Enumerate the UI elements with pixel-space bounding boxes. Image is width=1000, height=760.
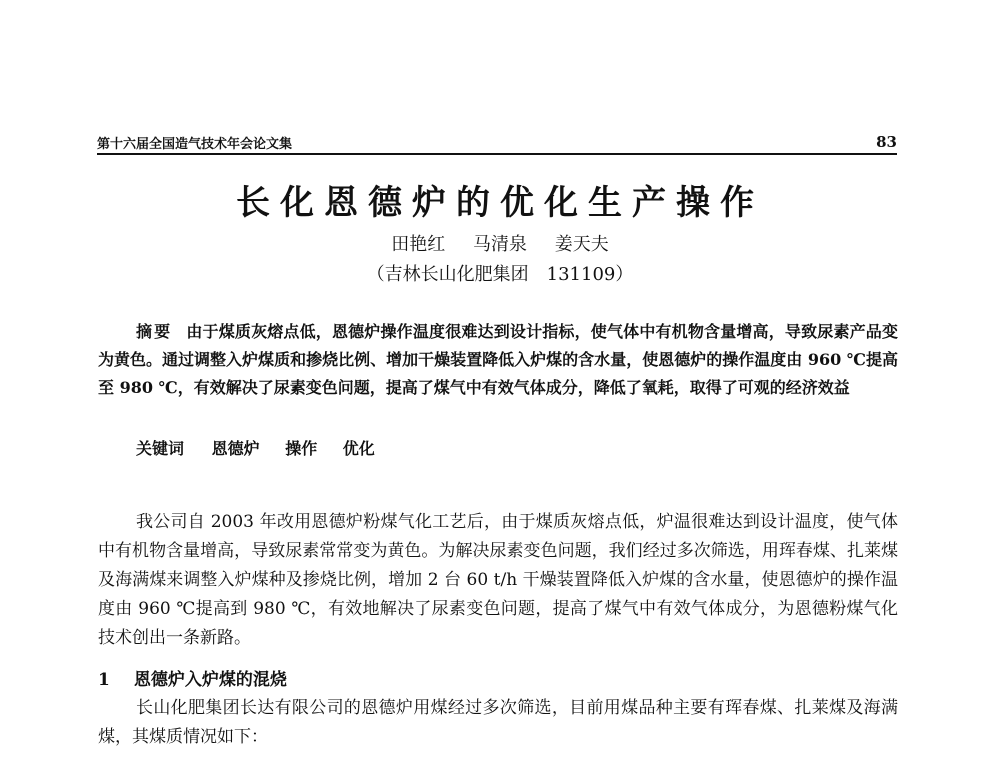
paper-title: 长化恩德炉的优化生产操作 bbox=[236, 183, 764, 223]
section-title: 恩德炉入炉煤的混烧 bbox=[133, 670, 287, 690]
author-name: 马清泉 bbox=[473, 234, 527, 255]
page-number: 83 bbox=[876, 133, 897, 151]
keywords-label: 关键词 bbox=[136, 439, 185, 458]
abstract-label: 摘要 bbox=[136, 322, 173, 341]
keywords bbox=[136, 436, 395, 459]
author-name: 姜天夫 bbox=[554, 234, 609, 255]
affiliation: （吉林长山化肥集团 131109） bbox=[366, 264, 634, 285]
abstract bbox=[98, 318, 898, 402]
author-name: 田艳红 bbox=[391, 234, 446, 255]
running-header bbox=[97, 133, 897, 155]
keyword: 操作 bbox=[285, 439, 318, 458]
section-heading bbox=[98, 665, 287, 690]
author-list bbox=[0, 230, 1000, 256]
section-paragraph: 长山化肥集团长达有限公司的恩德炉用煤经过多次筛选，目前用煤品种主要有珲春煤、扎莱煤及海满煤，其煤质情况如下： bbox=[98, 698, 898, 747]
intro-paragraph: 我公司自 2003 年改用恩德炉粉煤气化工艺后，由于煤质灰熔点低，炉温很难达到设计温度，使气体中有机物含量增高，导致尿素常常变为黄色。为解决尿素变色问题，我们经过多次筛选，用珲春煤、扎莱煤及海满煤来调整入炉煤种及掺烧比例，增加 2 台 60 t/h 干燥装置降低入炉煤的含水量，使恩德炉的操作温度由 960 ℃提高到 980 ℃，有效地解决了尿素变色问题，提高了煤气中有效气体成分，为恩德粉煤气化技术创出一条新路。 bbox=[98, 512, 898, 648]
section-number: 1 bbox=[98, 670, 110, 690]
proceedings-title: 第十六届全国造气技术年会论文集 bbox=[97, 137, 293, 152]
keyword: 恩德炉 bbox=[211, 439, 260, 458]
abstract-text: 由于煤质灰熔点低，恩德炉操作温度很难达到设计指标，使气体中有机物含量增高，导致尿素产品变为黄色。通过调整入炉煤质和掺烧比例、增加干燥装置降低入炉煤的含水量，使恩德炉的操作温度由 960 ℃提高至 980 ℃，有效解决了尿素变色问题，提高了煤气中有效气体成分，降低了氧耗，取得了可观的经济效益 bbox=[98, 322, 898, 397]
keyword: 优化 bbox=[342, 439, 375, 458]
